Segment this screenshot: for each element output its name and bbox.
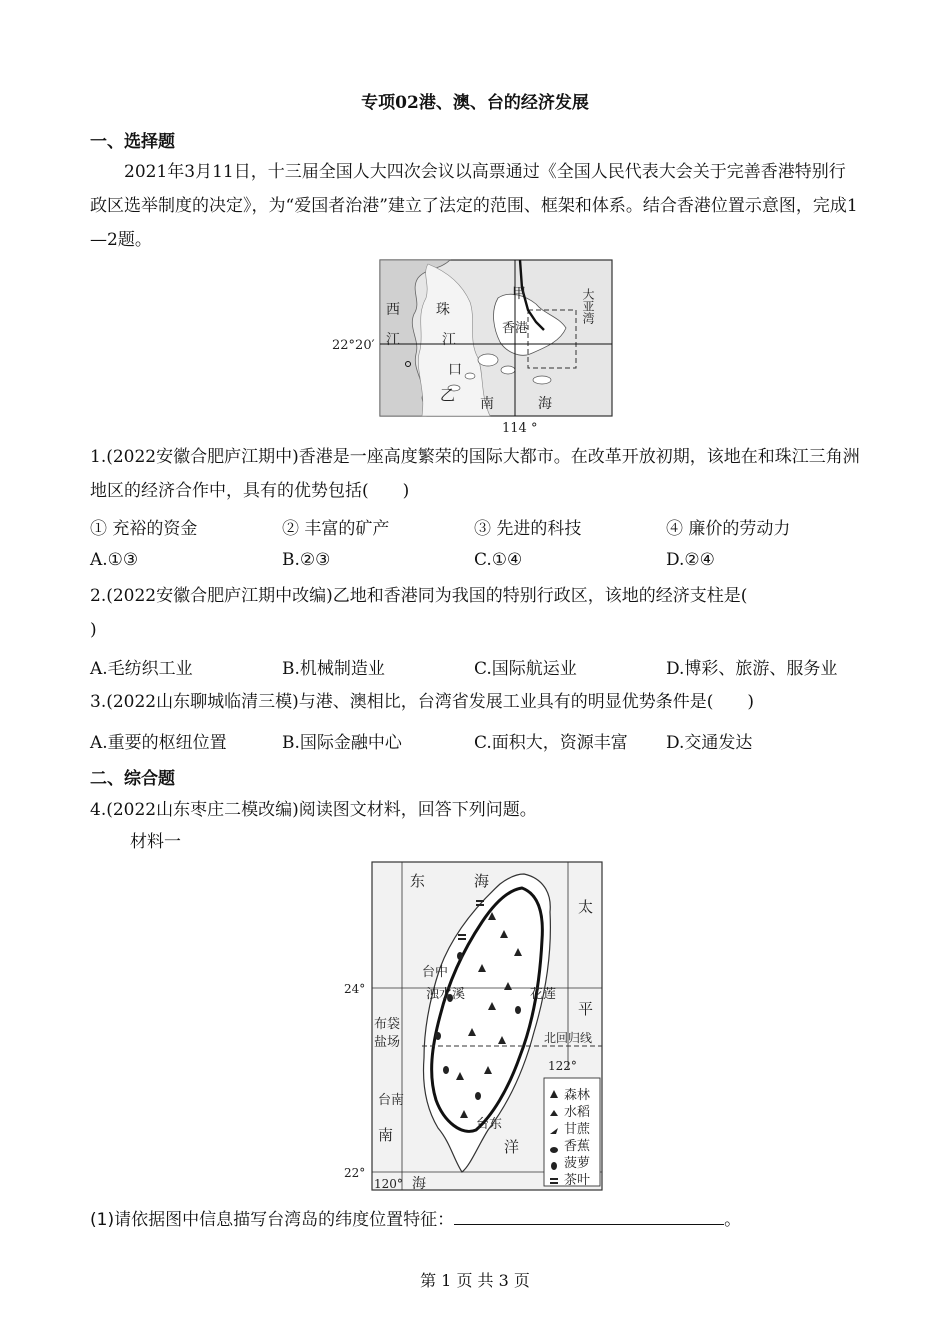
taiwan-agriculture-map — [338, 860, 606, 1194]
map2-label-nan: 南 — [378, 1126, 394, 1144]
legend-pineapple: 菠萝 — [564, 1156, 591, 1171]
hongkong-location-map — [330, 258, 620, 438]
page-title: 专项02港、澳、台的经济发展 — [361, 93, 589, 113]
legend-banana: 香蕉 — [564, 1139, 591, 1154]
q3-option-c[interactable]: C.面积大，资源丰富 — [474, 733, 628, 753]
q1-item-3: ③ 先进的科技 — [474, 519, 582, 539]
legend-rice: 水稻 — [564, 1105, 591, 1120]
map2-label-lon122: 122° — [548, 1059, 577, 1073]
q1-item-1: ① 充裕的资金 — [90, 519, 198, 539]
map1-label-jiang: 江 — [386, 332, 400, 348]
section-comprehensive-heading: 二、综合题 — [90, 769, 175, 789]
question-4-stem: 4.(2022山东枣庄二模改编)阅读图文材料，回答下列问题。 — [90, 800, 537, 820]
legend-forest: 森林 — [564, 1088, 591, 1103]
map2-label-tai: 太 — [578, 898, 594, 916]
map2-label-hai-top: 海 — [474, 872, 490, 890]
q3-option-d[interactable]: D.交通发达 — [666, 733, 753, 753]
question-2-stem: 2.(2022安徽合肥庐江期中改编)乙地和香港同为我国的特别行政区，该地的经济支柱是( — [90, 586, 748, 606]
map2-label-dong: 东 — [410, 872, 426, 890]
map1-lat-label: 22°20′ — [332, 338, 375, 353]
map2-label-taidong: 台东 — [476, 1117, 503, 1132]
map2-label-lat24: 24° — [344, 982, 366, 996]
legend-tea: 茶叶 — [564, 1173, 591, 1188]
q2-option-a[interactable]: A.毛纺织工业 — [90, 659, 193, 679]
intro-paragraph: 2021年3月11日，十三届全国人大四次会议以高票通过《全国人民代表大会关于完善香港特别行政区选举制度的决定》，为“爱国者治港”建立了法定的范围、框架和体系。结合香港位置示意图，完成1—2题。 — [90, 162, 858, 250]
map1-label-nan: 南 — [480, 396, 494, 412]
map2-label-budai: 布袋 — [374, 1017, 401, 1032]
legend-sugarcane: 甘蔗 — [564, 1122, 591, 1137]
q3-option-a[interactable]: A.重要的枢纽位置 — [90, 733, 227, 753]
map2-label-lon120: 120° — [374, 1177, 403, 1191]
map2-label-yang: 洋 — [504, 1138, 520, 1156]
map2-label-ping: 平 — [578, 1000, 594, 1018]
question-3-stem: 3.(2022山东聊城临清三模)与港、澳相比，台湾省发展工业具有的明显优势条件是( ) — [90, 692, 755, 712]
material-one-label: 材料一 — [130, 832, 181, 852]
map2-label-taizhong: 台中 — [422, 965, 449, 980]
map2-label-zhuoshuixi: 浊水溪 — [426, 987, 466, 1002]
map1-label-hai: 海 — [538, 396, 552, 412]
map1-label-xianggang: 香港 — [502, 321, 529, 336]
map1-label-zhu: 珠 — [436, 302, 450, 318]
map1-lon-label: 114 ° — [502, 421, 538, 436]
map1-label-xi: 西 — [386, 302, 400, 318]
q4-1-text: (1)请依据图中信息描写台湾岛的纬度位置特征： — [90, 1210, 455, 1230]
section-choice-heading: 一、选择题 — [90, 132, 175, 152]
map1-label-yi: 乙 — [440, 386, 456, 404]
map2-label-lat22: 22° — [344, 1166, 366, 1180]
map2-label-hai-bottom: 海 — [412, 1176, 426, 1192]
q2-option-b[interactable]: B.机械制造业 — [282, 659, 385, 679]
q4-1-answer-blank[interactable] — [454, 1206, 724, 1225]
map1-label-jiang2: 江 — [442, 332, 456, 348]
map2-label-tropic: 北回归线 — [544, 1031, 593, 1045]
page-footer: 第 1 页 共 3 页 — [420, 1271, 530, 1290]
map1-label-jia: 甲 — [512, 286, 526, 302]
map1-label-kou: 口 — [448, 362, 462, 378]
map2-label-hualian: 花莲 — [530, 987, 557, 1002]
q1-item-4: ④ 廉价的劳动力 — [666, 519, 791, 539]
q1-option-c[interactable]: C.①④ — [474, 550, 523, 570]
map2-label-tainan: 台南 — [378, 1093, 405, 1108]
q1-option-d[interactable]: D.②④ — [666, 550, 715, 570]
q2-option-d[interactable]: D.博彩、旅游、服务业 — [666, 659, 838, 679]
q2-option-c[interactable]: C.国际航运业 — [474, 659, 577, 679]
q3-option-b[interactable]: B.国际金融中心 — [282, 733, 402, 753]
q1-item-2: ② 丰富的矿产 — [282, 519, 390, 539]
q1-option-a[interactable]: A.①③ — [90, 550, 139, 570]
question-1-stem: 1.(2022安徽合肥庐江期中)香港是一座高度繁荣的国际大都市。在改革开放初期，该地在和珠江三角洲地区的经济合作中，具有的优势包括( ) — [90, 447, 860, 501]
q1-option-b[interactable]: B.②③ — [282, 550, 331, 570]
q4-1-end: 。 — [724, 1210, 742, 1230]
question-2-stem-tail: ) — [90, 620, 97, 640]
question-4-1 — [90, 1206, 860, 1234]
map2-label-yanchang: 盐场 — [374, 1035, 401, 1050]
map1-label-dayawan: 大亚湾 — [581, 288, 595, 324]
